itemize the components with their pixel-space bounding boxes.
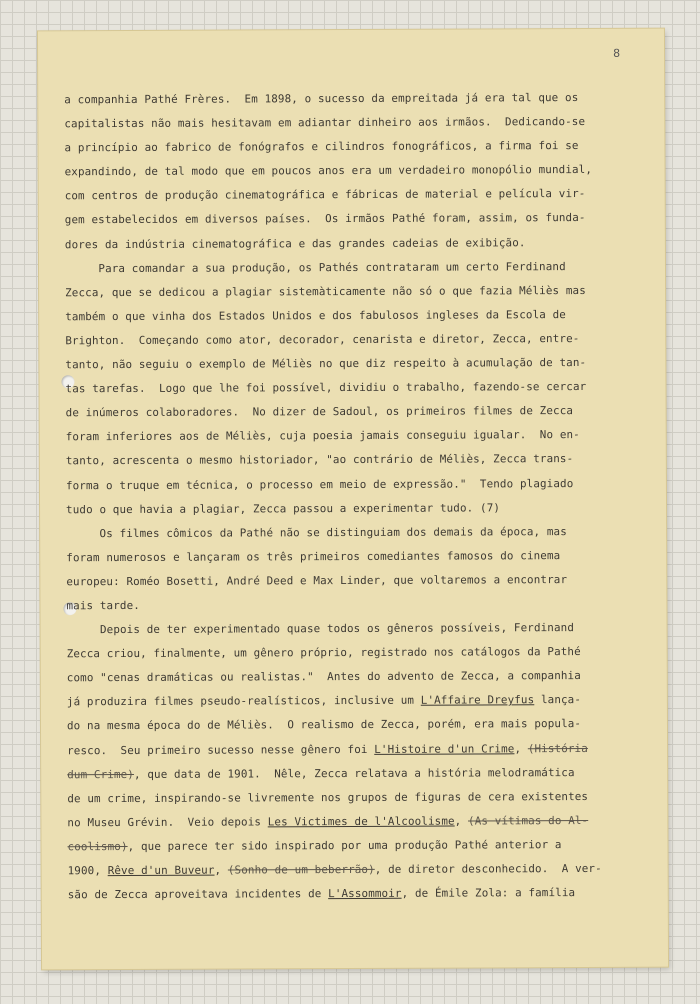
text-segment: Os filmes cômicos da Pathé não se distinguiam dos demais da época, mas [66, 524, 567, 540]
underlined-title: L'Assommoir [328, 886, 402, 901]
underlined-title: L'Affaire Dreyfus [420, 693, 535, 708]
text-line [65, 278, 641, 305]
document-page [38, 29, 668, 970]
text-line [66, 568, 642, 595]
text-line [65, 303, 641, 330]
struck-through-text: coolismo) [67, 839, 128, 854]
text-segment: expandindo, de tal modo que em poucos anos era um verdadeiro monopólio mundial, [64, 163, 593, 179]
text-segment: , [454, 814, 469, 828]
text-line [66, 519, 642, 546]
text-segment: , [214, 863, 228, 877]
text-segment: a princípio ao fabrico de fonógrafos e cilindros fonográficos, a firma foi se [64, 139, 579, 155]
text-segment: do na mesma época do de Méliès. O realismo de Zecca, porém, era mais popula- [66, 717, 582, 733]
text-segment: a companhia Pathé Frères. Em 1898, o sucesso da empreitada já era tal que os [64, 91, 579, 107]
text-segment: lança- [534, 693, 582, 707]
text-segment: no Museu Grévin. Veio depois [67, 815, 268, 830]
text-segment: capitalistas não mais hesitavam em adiantar dinheiro aos irmãos. Dedicando-se [64, 115, 586, 131]
text-line [65, 158, 641, 185]
text-segment: , de Émile Zola: a família [401, 886, 576, 900]
text-segment: Depois de ter experimentado quase todos os gêneros possíveis, Ferdinand [66, 621, 575, 637]
text-line [65, 327, 641, 354]
text-line [65, 182, 641, 209]
text-line [66, 544, 642, 571]
text-line [65, 375, 641, 402]
text-segment: gem estabelecidos em diversos países. Os irmãos Pathé foram, assim, os funda- [64, 211, 586, 227]
text-segment: europeu: Roméo Bosetti, André Deed e Max Linder, que voltaremos a encontrar [66, 572, 568, 589]
text-segment: forma o truque em técnica, o processo em meio de expressão." Tendo plagiado [65, 476, 574, 492]
text-line [66, 495, 642, 522]
text-segment: foram inferiores aos de Méliès, cuja poesia jamais conseguiu igualar. No en- [65, 428, 580, 444]
text-segment: são de Zecca aproveitava incidentes de [67, 887, 329, 902]
text-line [66, 399, 642, 426]
struck-through-text: dum Crime) [67, 767, 135, 781]
text-line [67, 688, 643, 715]
text-segment: Zecca, que se dedicou a plagiar sistemàticamente não só o que fazia Méliès mas [65, 283, 586, 300]
text-line [68, 881, 644, 908]
text-line [67, 784, 643, 811]
text-line [66, 592, 642, 619]
text-segment: como "cenas dramáticas ou realistas." Antes do advento de Zecca, a companhia [66, 669, 581, 685]
text-line [65, 230, 641, 257]
text-segment: resco. Seu primeiro sucesso nesse gênero foi [67, 742, 375, 757]
struck-through-text: (Sonho de um beberrão) [227, 862, 375, 877]
text-line [68, 857, 644, 884]
text-segment: , [514, 741, 528, 755]
text-segment: tanto, não seguiu o exemplo de Méliès no que diz respeito à acumulação de tan- [65, 356, 587, 372]
underlined-title: L'Histoire d'un Crime [374, 741, 515, 756]
text-line [67, 760, 643, 787]
struck-through-text: (As vítimas do Al- [468, 813, 589, 828]
text-segment: Para comandar a sua produção, os Pathés contrataram um certo Ferdinand [64, 259, 566, 275]
text-line [67, 616, 643, 643]
page-number: 8 [613, 46, 621, 60]
text-line [67, 712, 643, 739]
text-line [64, 86, 640, 113]
text-line [67, 833, 643, 860]
text-line [64, 110, 640, 137]
text-line [67, 736, 643, 763]
text-line [65, 254, 641, 281]
text-segment: , que data de 1901. Nêle, Zecca relatava a história melodramática [133, 765, 575, 781]
text-segment: mais tarde. [66, 598, 140, 613]
text-line [66, 471, 642, 498]
text-line [67, 809, 643, 836]
text-line [65, 351, 641, 378]
text-line [67, 664, 643, 691]
text-segment: Brighton. Começando como ator, decorador, cenarista e diretor, Zecca, entre- [65, 331, 580, 348]
underlined-title: Les Victimes de l'Alcoolisme [267, 814, 455, 829]
typewritten-body [64, 86, 644, 908]
text-segment: 1900, [67, 864, 108, 878]
text-segment: de inúmeros colaboradores. No dizer de Sadoul, os primeiros filmes de Zecca [65, 404, 574, 420]
text-segment: , que parece ter sido inspirado por uma produção Pathé anterior a [127, 837, 562, 853]
text-segment: tanto, acrescenta o mesmo historiador, "ao contrário de Méliès, Zecca trans- [65, 452, 574, 468]
text-segment: tudo o que havia a plagiar, Zecca passou a experimentar tudo. (7) [66, 500, 501, 516]
underlined-title: Rêve d'un Buveur [107, 863, 215, 878]
text-segment: também o que vinha dos Estados Unidos e dos fabulosos ingleses da Escola de [65, 307, 566, 324]
text-segment: Zecca criou, finalmente, um gênero próprio, registrado nos catálogos da Pathé [66, 645, 581, 661]
text-line [64, 134, 640, 161]
text-segment: foram numerosos e lançaram os três primeiros comediantes famosos do cinema [66, 548, 561, 565]
struck-through-text: (História [527, 741, 588, 755]
text-segment: com centros de produção cinematográfica e fábricas de material e película vir- [64, 187, 586, 203]
text-segment: já produzira filmes pseudo-realísticos, inclusive um [66, 694, 421, 709]
text-line [66, 447, 642, 474]
text-line [65, 206, 641, 233]
text-segment: tas tarefas. Logo que lhe foi possível, dividiu o trabalho, fazendo-se cercar [65, 380, 587, 396]
text-segment: , de diretor desconhecido. A ver- [374, 861, 602, 876]
text-segment: dores da indústria cinematográfica e das grandes cadeias de exibição. [64, 235, 526, 251]
text-line [66, 423, 642, 450]
text-line [67, 640, 643, 667]
text-segment: de um crime, inspirando-se livremente nos grupos de figuras de cera existentes [67, 789, 589, 805]
